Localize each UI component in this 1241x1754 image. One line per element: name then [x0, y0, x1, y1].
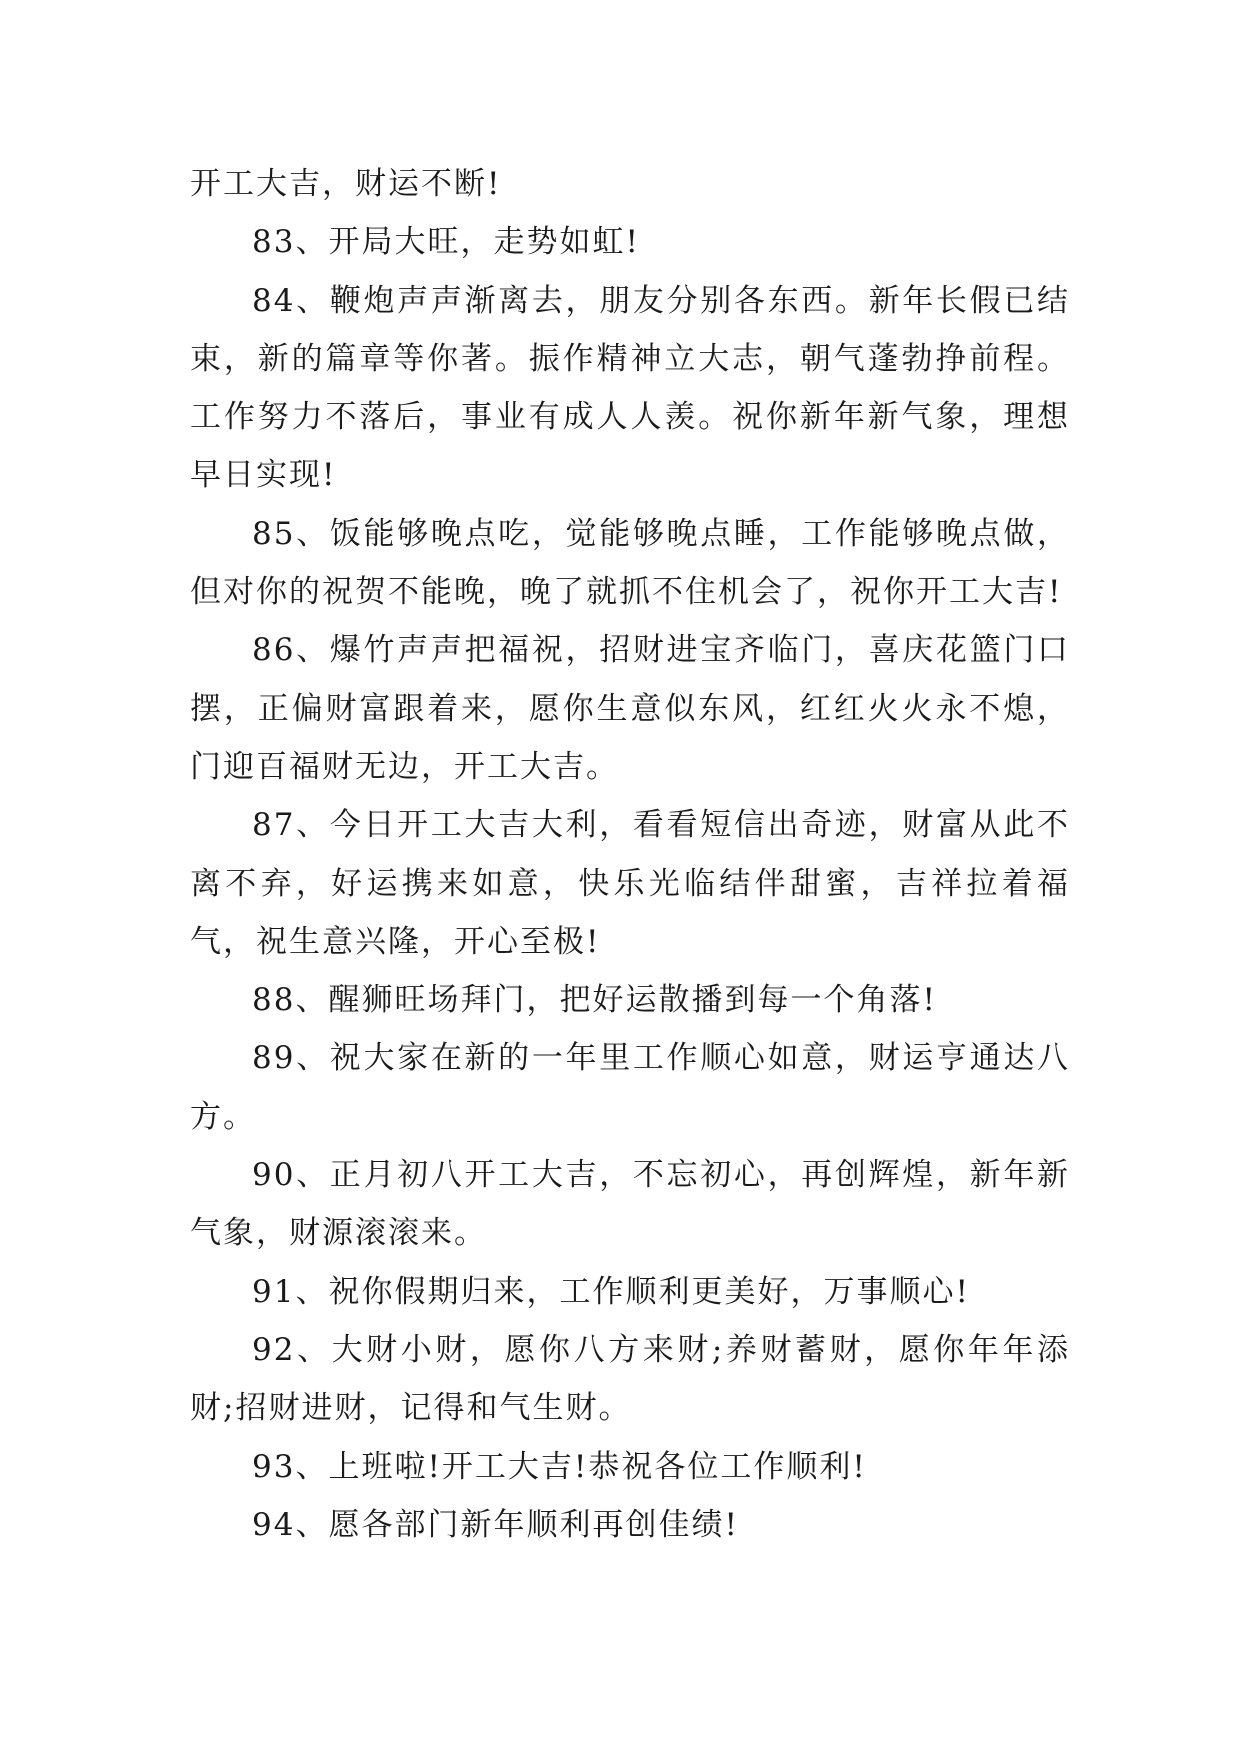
paragraph-92: 92、大财小财，愿你八方来财;养财蓄财，愿你年年添财;招财进财，记得和气生财。	[190, 1331, 1070, 1427]
paragraph-continuation: 开工大吉，财运不断!	[190, 166, 502, 202]
paragraph-94: 94、愿各部门新年顺利再创佳绩!	[252, 1506, 739, 1543]
paragraph-88: 88、醒狮旺场拜门，把好运散播到每一个角落!	[252, 982, 937, 1019]
paragraph-91: 91、祝你假期归来，工作顺利更美好，万事顺心!	[252, 1273, 970, 1310]
paragraph-93: 93、上班啦!开工大吉!恭祝各位工作顺利!	[252, 1448, 867, 1485]
paragraph-83: 83、开局大旺，走势如虹!	[252, 224, 640, 261]
paragraph-86: 86、爆竹声声把福祝，招财进宝齐临门，喜庆花篮门口摆，正偏财富跟着来，愿你生意似东风，红红火火永不熄，门迎百福财无边，开工大吉。	[190, 632, 1070, 785]
document-body	[190, 155, 1070, 1554]
paragraph-90: 90、正月初八开工大吉，不忘初心，再创辉煌，新年新气象，财源滚滚来。	[190, 1157, 1070, 1252]
paragraph-84: 84、鞭炮声声渐离去，朋友分别各东西。新年长假已结束，新的篇章等你著。振作精神立大志，朝气蓬勃挣前程。工作努力不落后，事业有成人人羡。祝你新年新气象，理想早日实现!	[190, 282, 1070, 494]
paragraph-89: 89、祝大家在新的一年里工作顺心如意，财运亨通达八方。	[190, 1040, 1070, 1135]
paragraph-87: 87、今日开工大吉大利，看看短信出奇迹，财富从此不离不弃，好运携来如意，快乐光临结伴甜蜜，吉祥拉着福气，祝生意兴隆，开心至极!	[190, 807, 1070, 960]
paragraph-85: 85、饭能够晚点吃，觉能够晚点睡，工作能够晚点做，但对你的祝贺不能晚，晚了就抓不住机会了，祝你开工大吉!	[190, 515, 1070, 611]
